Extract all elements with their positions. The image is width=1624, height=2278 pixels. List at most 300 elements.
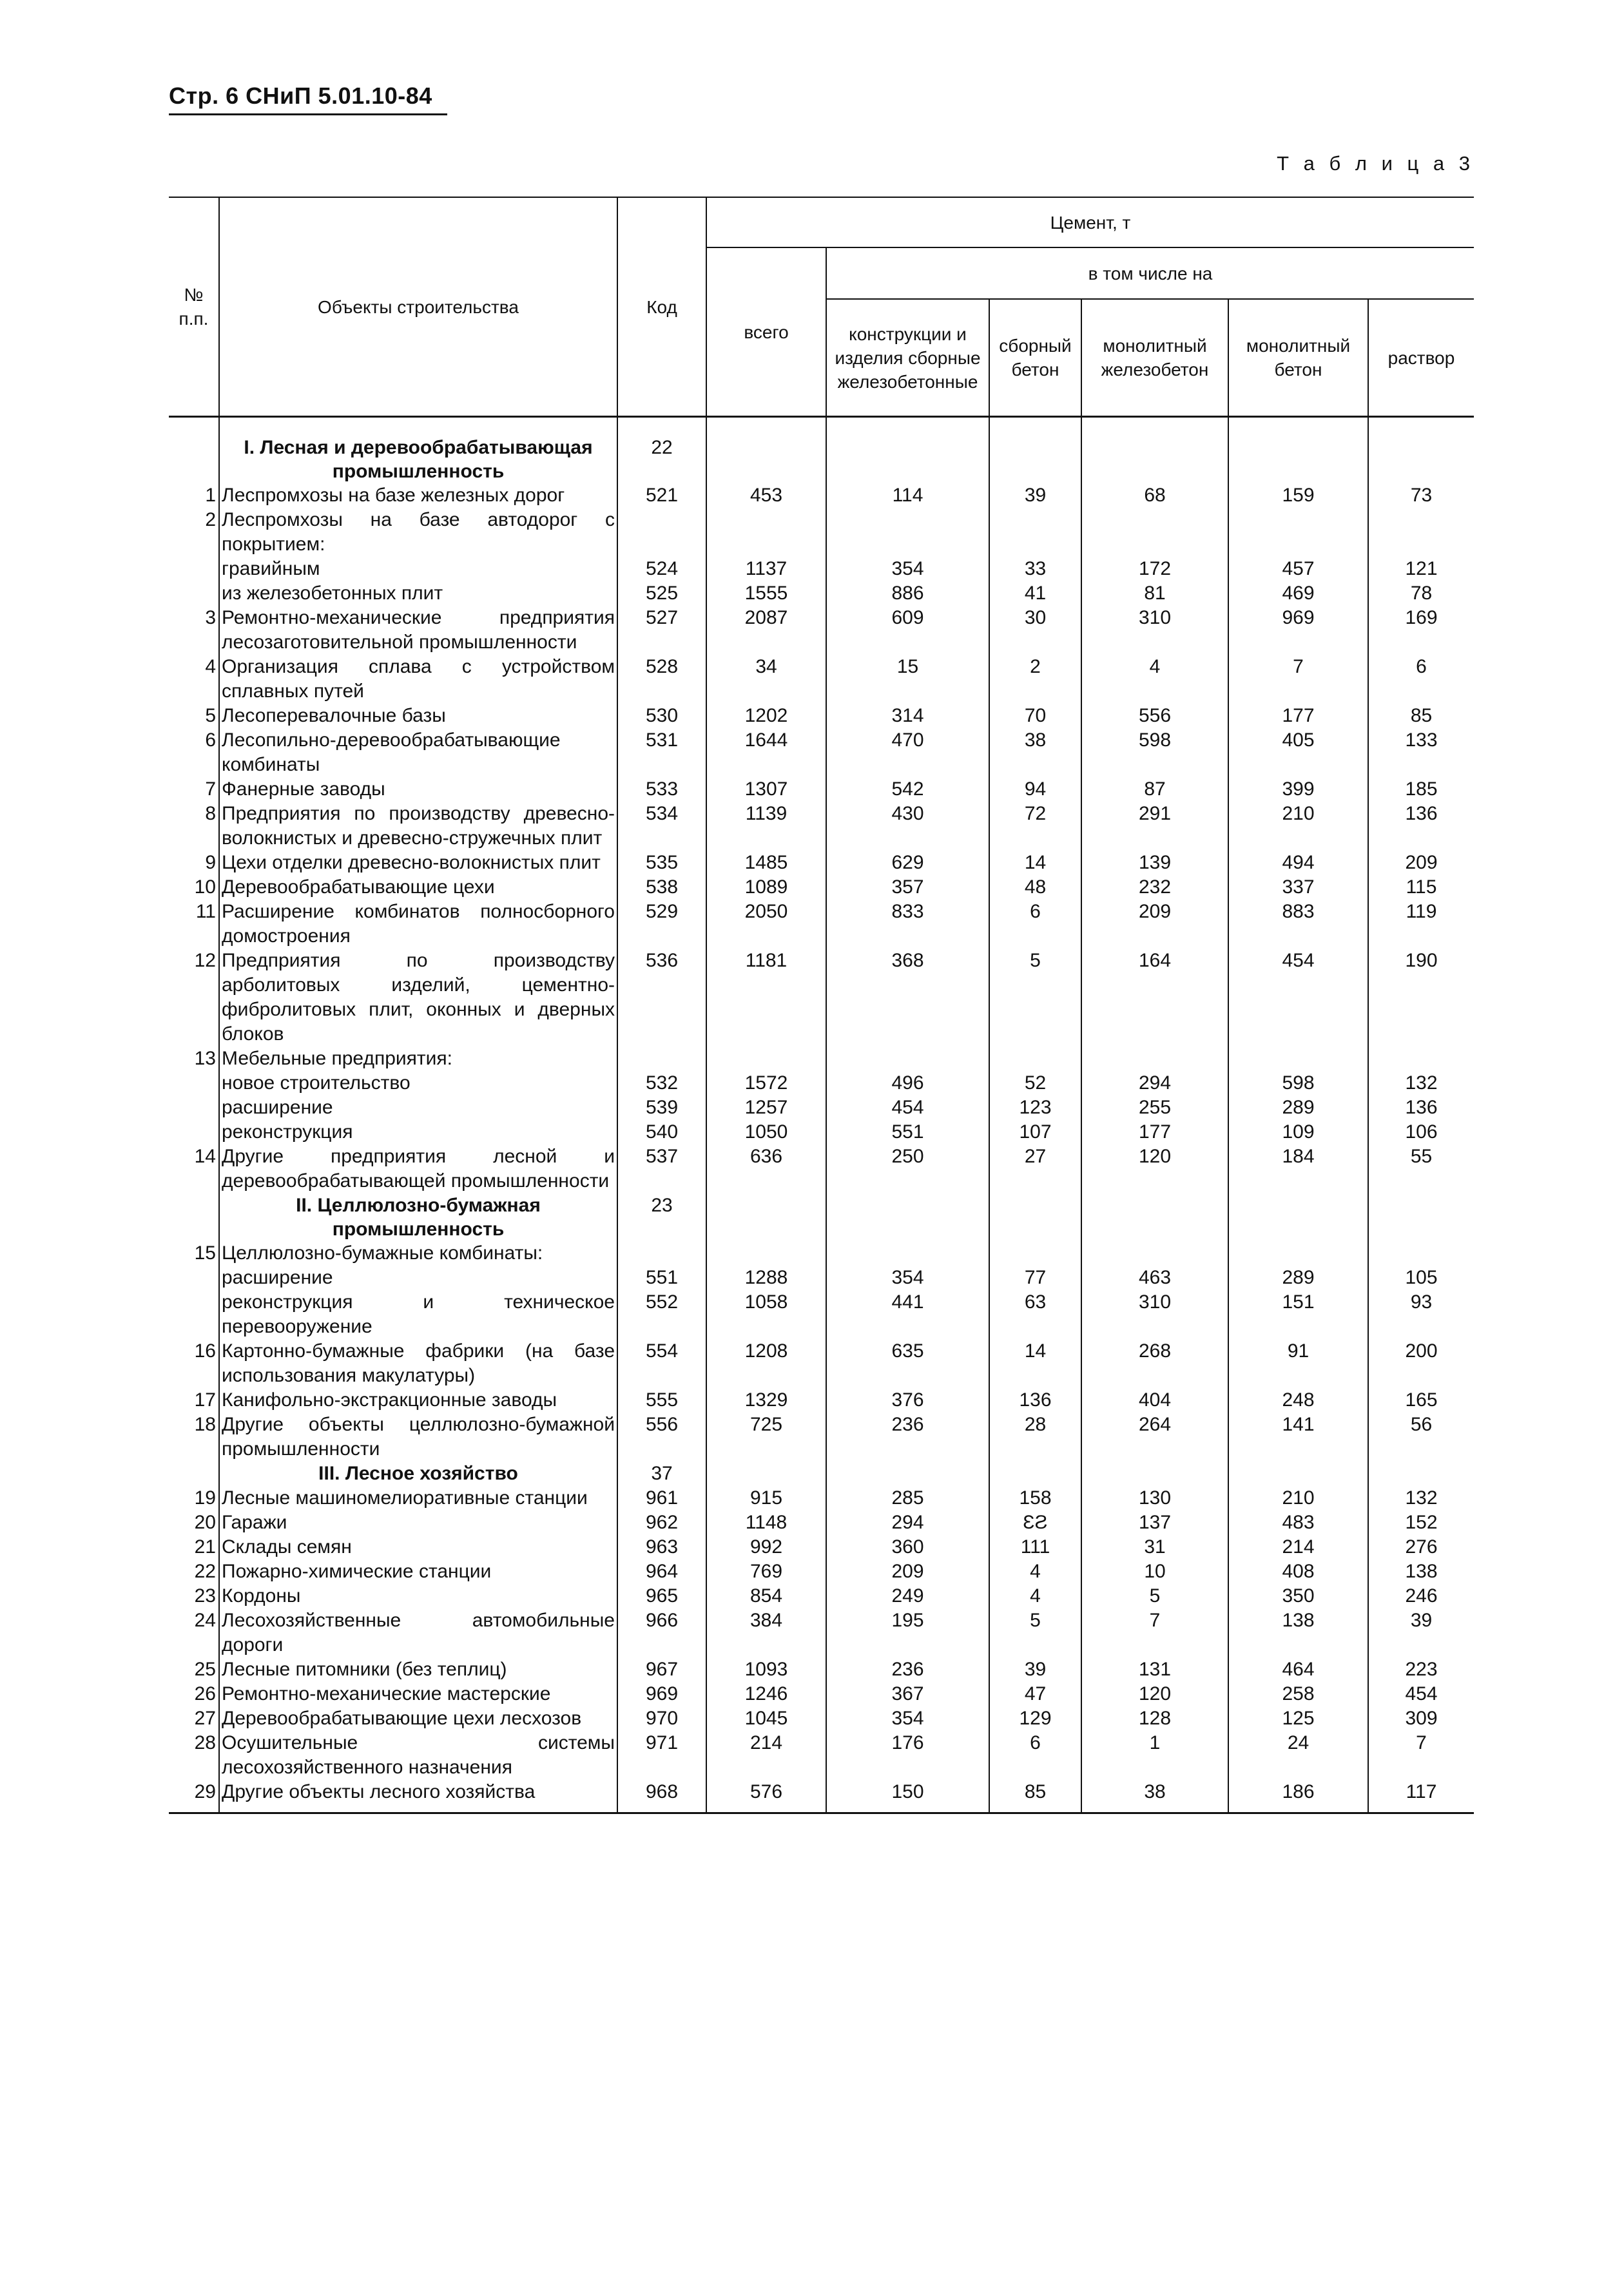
value-cell: 169	[1368, 606, 1474, 655]
code-cell: 966	[617, 1608, 706, 1657]
value-cell: 210	[1228, 802, 1368, 851]
section-title: II. Целлюлозно-бумажная промышленность	[296, 1195, 541, 1240]
value-cell	[1081, 1193, 1228, 1241]
value-cell: 376	[826, 1388, 989, 1413]
value-cell	[706, 1462, 826, 1486]
code-cell: 965	[617, 1584, 706, 1608]
table-row	[169, 1266, 1474, 1290]
value-cell	[826, 508, 989, 557]
row-number: 15	[194, 1242, 216, 1264]
page-header: Стр. 6 СНиП 5.01.10-84	[169, 82, 447, 115]
value-cell: 39	[989, 483, 1081, 508]
value-cell: 291	[1081, 802, 1228, 851]
code-cell: 529	[617, 900, 706, 949]
value-cell: 969	[1228, 606, 1368, 655]
value-cell: 117	[1368, 1780, 1474, 1813]
value-cell: 91	[1228, 1339, 1368, 1388]
value-cell	[706, 1241, 826, 1266]
value-cell: 138	[1228, 1608, 1368, 1657]
value-cell: 214	[706, 1731, 826, 1780]
row-number	[169, 581, 219, 606]
object-name: реконструкция	[219, 1120, 617, 1144]
value-cell: 15	[826, 655, 989, 704]
table-row	[169, 802, 1474, 851]
value-cell: 1148	[706, 1511, 826, 1535]
code-cell: 527	[617, 606, 706, 655]
value-cell: 469	[1228, 581, 1368, 606]
value-cell	[989, 436, 1081, 483]
row-number: 3	[205, 607, 216, 628]
value-cell: 4	[989, 1559, 1081, 1584]
object-name: Расширение комбинатов полносборного домостроения	[219, 900, 617, 949]
col-header-mortar: раствор	[1368, 299, 1474, 417]
row-number: 13	[194, 1048, 216, 1069]
table-row	[169, 1047, 1474, 1071]
object-name: Предприятия по производству арболитовых изделий, цементно-фибролитовых плит, оконных и дверных блоков	[219, 949, 617, 1047]
value-cell: 87	[1081, 777, 1228, 802]
value-cell: 133	[1368, 728, 1474, 777]
code-cell: 538	[617, 875, 706, 900]
table-row	[169, 1706, 1474, 1731]
value-cell: 131	[1081, 1657, 1228, 1682]
value-cell: 354	[826, 557, 989, 581]
value-cell: 5	[989, 949, 1081, 1047]
row-number: 4	[205, 656, 216, 677]
table-row	[169, 1780, 1474, 1813]
value-cell: 177	[1228, 704, 1368, 728]
value-cell: 258	[1228, 1682, 1368, 1706]
value-cell	[1228, 436, 1368, 483]
code-cell: 532	[617, 1071, 706, 1096]
code-cell	[617, 1241, 706, 1266]
value-cell: 136	[989, 1388, 1081, 1413]
row-number: 28	[194, 1732, 216, 1753]
value-cell: 454	[1368, 1682, 1474, 1706]
code-cell: 22	[617, 436, 706, 483]
value-cell: 542	[826, 777, 989, 802]
row-number: 23	[194, 1585, 216, 1607]
object-name: Лесохозяйственные автомобильные дороги	[219, 1608, 617, 1657]
value-cell: 598	[1081, 728, 1228, 777]
value-cell: 1139	[706, 802, 826, 851]
value-cell: 33	[989, 557, 1081, 581]
col-header-prefab-concrete: сборный бетон	[989, 299, 1081, 417]
table-row	[169, 1731, 1474, 1780]
table-row	[169, 1339, 1474, 1388]
object-name: Предприятия по производству древесно-волокнистых и древесно-стружечных плит	[219, 802, 617, 851]
value-cell: 236	[826, 1657, 989, 1682]
value-cell: 7	[1368, 1731, 1474, 1780]
value-cell: 39	[1368, 1608, 1474, 1657]
value-cell: 119	[1368, 900, 1474, 949]
code-cell: 530	[617, 704, 706, 728]
value-cell: 152	[1368, 1511, 1474, 1535]
value-cell	[989, 1462, 1081, 1486]
value-cell: 2050	[706, 900, 826, 949]
section-title: I. Лесная и деревообрабатывающая промышленность	[244, 437, 593, 482]
table-row	[169, 900, 1474, 949]
value-cell: 150	[826, 1780, 989, 1813]
object-name: Лесные питомники (без теплиц)	[219, 1657, 617, 1682]
row-number: 19	[194, 1487, 216, 1509]
value-cell: 354	[826, 1706, 989, 1731]
value-cell: 94	[989, 777, 1081, 802]
value-cell: 41	[989, 581, 1081, 606]
object-name	[219, 1193, 617, 1241]
code-cell: 534	[617, 802, 706, 851]
value-cell: 629	[826, 851, 989, 875]
code-cell: 968	[617, 1780, 706, 1813]
value-cell: 1202	[706, 704, 826, 728]
code-cell: 37	[617, 1462, 706, 1486]
row-number: 20	[194, 1512, 216, 1533]
code-cell: 524	[617, 557, 706, 581]
section-row	[169, 436, 1474, 483]
row-number	[169, 1266, 219, 1290]
value-cell: 576	[706, 1780, 826, 1813]
value-cell: 725	[706, 1413, 826, 1462]
object-name: Картонно-бумажные фабрики (на базе использования макулатуры)	[219, 1339, 617, 1388]
code-cell: 554	[617, 1339, 706, 1388]
object-name: расширение	[219, 1266, 617, 1290]
value-cell: 158	[989, 1486, 1081, 1511]
value-cell: 1288	[706, 1266, 826, 1290]
row-number: 8	[205, 803, 216, 824]
row-number: 9	[205, 852, 216, 873]
table-row	[169, 483, 1474, 508]
value-cell: 47	[989, 1682, 1081, 1706]
row-number: 7	[205, 778, 216, 800]
value-cell: 138	[1368, 1559, 1474, 1584]
table-body	[169, 417, 1474, 1813]
object-name: Ремонтно-механические предприятия лесозаготовительной промышленности	[219, 606, 617, 655]
value-cell: 52	[989, 1071, 1081, 1096]
value-cell: 85	[989, 1780, 1081, 1813]
row-number: 18	[194, 1414, 216, 1435]
value-cell: 289	[1228, 1266, 1368, 1290]
code-cell: 537	[617, 1144, 706, 1193]
value-cell: 357	[826, 875, 989, 900]
col-header-num: № п.п.	[169, 197, 219, 417]
value-cell: 38	[989, 728, 1081, 777]
object-name: Гаражи	[219, 1511, 617, 1535]
row-number	[169, 1193, 219, 1241]
section-row	[169, 1193, 1474, 1241]
value-cell: 121	[1368, 557, 1474, 581]
code-cell: 961	[617, 1486, 706, 1511]
value-cell: 454	[826, 1096, 989, 1120]
value-cell: 430	[826, 802, 989, 851]
object-name: реконструкция и техническое перевооружение	[219, 1290, 617, 1339]
col-header-code: Код	[617, 197, 706, 417]
value-cell: 5	[989, 1608, 1081, 1657]
value-cell: 556	[1081, 704, 1228, 728]
value-cell	[1081, 1241, 1228, 1266]
value-cell	[1081, 436, 1228, 483]
value-cell: ƐƧ	[989, 1511, 1081, 1535]
table-row	[169, 655, 1474, 704]
table-row	[169, 1511, 1474, 1535]
value-cell	[826, 1241, 989, 1266]
value-cell: 1644	[706, 728, 826, 777]
value-cell: 177	[1081, 1120, 1228, 1144]
code-cell: 969	[617, 1682, 706, 1706]
value-cell	[1081, 1462, 1228, 1486]
value-cell: 598	[1228, 1071, 1368, 1096]
code-cell: 971	[617, 1731, 706, 1780]
row-number: 29	[169, 1780, 219, 1813]
value-cell: 1058	[706, 1290, 826, 1339]
value-cell	[1081, 1047, 1228, 1071]
code-cell: 963	[617, 1535, 706, 1559]
value-cell: 404	[1081, 1388, 1228, 1413]
value-cell: 136	[1368, 802, 1474, 851]
value-cell: 354	[826, 1266, 989, 1290]
row-number: 26	[194, 1683, 216, 1704]
value-cell: 106	[1368, 1120, 1474, 1144]
value-cell	[1368, 436, 1474, 483]
value-cell: 769	[706, 1559, 826, 1584]
value-cell	[1368, 508, 1474, 557]
object-name: Другие объекты целлюлозно-бумажной промышленности	[219, 1413, 617, 1462]
object-name: Организация сплава с устройством сплавных путей	[219, 655, 617, 704]
value-cell: 551	[826, 1120, 989, 1144]
object-name: гравийным	[219, 557, 617, 581]
value-cell: 27	[989, 1144, 1081, 1193]
table-row	[169, 1657, 1474, 1682]
value-cell: 165	[1368, 1388, 1474, 1413]
value-cell: 992	[706, 1535, 826, 1559]
object-name: из железобетонных плит	[219, 581, 617, 606]
value-cell: 337	[1228, 875, 1368, 900]
value-cell: 56	[1368, 1413, 1474, 1462]
value-cell: 1257	[706, 1096, 826, 1120]
value-cell: 73	[1368, 483, 1474, 508]
value-cell: 285	[826, 1486, 989, 1511]
value-cell: 68	[1081, 483, 1228, 508]
value-cell: 1329	[706, 1388, 826, 1413]
value-cell: 186	[1228, 1780, 1368, 1813]
value-cell: 125	[1228, 1706, 1368, 1731]
value-cell: 137	[1081, 1511, 1228, 1535]
value-cell: 77	[989, 1266, 1081, 1290]
table-row	[169, 1608, 1474, 1657]
row-number: 10	[194, 876, 216, 898]
code-cell: 531	[617, 728, 706, 777]
value-cell: 63	[989, 1290, 1081, 1339]
value-cell: 30	[989, 606, 1081, 655]
value-cell: 5	[1081, 1584, 1228, 1608]
table-row	[169, 1486, 1474, 1511]
row-number: 14	[194, 1146, 216, 1167]
object-name: Другие предприятия лесной и деревообрабатывающей промышленности	[219, 1144, 617, 1193]
value-cell	[1228, 508, 1368, 557]
value-cell: 120	[1081, 1144, 1228, 1193]
value-cell: 14	[989, 1339, 1081, 1388]
row-number	[169, 1462, 219, 1486]
value-cell: 255	[1081, 1096, 1228, 1120]
value-cell	[1228, 1047, 1368, 1071]
table-row	[169, 1559, 1474, 1584]
table-row	[169, 1071, 1474, 1096]
value-cell	[1228, 1193, 1368, 1241]
value-cell: 209	[1081, 900, 1228, 949]
value-cell: 367	[826, 1682, 989, 1706]
value-cell: 4	[1081, 655, 1228, 704]
object-name	[219, 1462, 617, 1486]
row-number	[169, 1290, 219, 1339]
value-cell: 314	[826, 704, 989, 728]
value-cell: 111	[989, 1535, 1081, 1559]
value-cell: 1093	[706, 1657, 826, 1682]
object-name: Деревообрабатывающие цехи	[219, 875, 617, 900]
value-cell: 483	[1228, 1511, 1368, 1535]
code-cell: 967	[617, 1657, 706, 1682]
value-cell: 195	[826, 1608, 989, 1657]
row-number: 5	[205, 705, 216, 726]
value-cell: 294	[826, 1511, 989, 1535]
value-cell: 1208	[706, 1339, 826, 1388]
value-cell	[706, 436, 826, 483]
value-cell: 470	[826, 728, 989, 777]
row-number	[169, 1120, 219, 1144]
value-cell: 130	[1081, 1486, 1228, 1511]
code-cell: 521	[617, 483, 706, 508]
code-cell: 552	[617, 1290, 706, 1339]
value-cell: 6	[989, 1731, 1081, 1780]
value-cell: 609	[826, 606, 989, 655]
row-number: 16	[194, 1340, 216, 1362]
code-cell: 535	[617, 851, 706, 875]
value-cell: 1572	[706, 1071, 826, 1096]
row-number: 25	[194, 1659, 216, 1680]
value-cell: 246	[1368, 1584, 1474, 1608]
code-cell: 539	[617, 1096, 706, 1120]
value-cell: 441	[826, 1290, 989, 1339]
value-cell: 276	[1368, 1535, 1474, 1559]
table-row	[169, 777, 1474, 802]
value-cell: 1181	[706, 949, 826, 1047]
section-row	[169, 1462, 1474, 1486]
value-cell: 1089	[706, 875, 826, 900]
value-cell: 232	[1081, 875, 1228, 900]
value-cell: 210	[1228, 1486, 1368, 1511]
code-cell	[617, 508, 706, 557]
value-cell	[826, 1462, 989, 1486]
table-row	[169, 1096, 1474, 1120]
row-number: 22	[194, 1561, 216, 1582]
row-number: 27	[194, 1708, 216, 1729]
code-cell: 556	[617, 1413, 706, 1462]
object-name: Цехи отделки древесно-волокнистых плит	[219, 851, 617, 875]
object-name: Целлюлозно-бумажные комбинаты:	[219, 1241, 617, 1266]
value-cell: 114	[826, 483, 989, 508]
table-row	[169, 557, 1474, 581]
value-cell	[1368, 1241, 1474, 1266]
col-header-total: всего	[706, 247, 826, 417]
value-cell: 39	[989, 1657, 1081, 1682]
value-cell: 123	[989, 1096, 1081, 1120]
value-cell: 236	[826, 1413, 989, 1462]
code-cell: 525	[617, 581, 706, 606]
row-number: 24	[194, 1610, 216, 1631]
value-cell: 1246	[706, 1682, 826, 1706]
value-cell: 72	[989, 802, 1081, 851]
value-cell	[989, 1193, 1081, 1241]
code-cell: 23	[617, 1193, 706, 1241]
value-cell: 132	[1368, 1071, 1474, 1096]
value-cell	[1228, 1462, 1368, 1486]
value-cell: 31	[1081, 1535, 1228, 1559]
object-name: Деревообрабатывающие цехи лесхозов	[219, 1706, 617, 1731]
value-cell: 496	[826, 1071, 989, 1096]
code-cell: 540	[617, 1120, 706, 1144]
value-cell: 151	[1228, 1290, 1368, 1339]
code-cell: 962	[617, 1511, 706, 1535]
value-cell: 6	[1368, 655, 1474, 704]
row-number	[169, 1071, 219, 1096]
value-cell: 2087	[706, 606, 826, 655]
table-row	[169, 508, 1474, 557]
value-cell	[1368, 1193, 1474, 1241]
object-name: Лесоперевалочные базы	[219, 704, 617, 728]
value-cell: 107	[989, 1120, 1081, 1144]
table-row	[169, 1388, 1474, 1413]
value-cell: 833	[826, 900, 989, 949]
object-name: Лесные машиномелиоративные станции	[219, 1486, 617, 1511]
value-cell: 85	[1368, 704, 1474, 728]
value-cell: 7	[1228, 655, 1368, 704]
value-cell: 454	[1228, 949, 1368, 1047]
col-header-object: Объекты строительства	[219, 197, 617, 417]
row-number: 17	[194, 1389, 216, 1411]
value-cell: 172	[1081, 557, 1228, 581]
code-cell: 533	[617, 777, 706, 802]
value-cell: 28	[989, 1413, 1081, 1462]
value-cell: 115	[1368, 875, 1474, 900]
object-name: Ремонтно-механические мастерские	[219, 1682, 617, 1706]
code-cell: 528	[617, 655, 706, 704]
section-title: III. Лесное хозяйство	[318, 1463, 518, 1484]
table-row	[169, 949, 1474, 1047]
value-cell: 453	[706, 483, 826, 508]
value-cell: 350	[1228, 1584, 1368, 1608]
code-cell: 551	[617, 1266, 706, 1290]
value-cell: 264	[1081, 1413, 1228, 1462]
value-cell: 1045	[706, 1706, 826, 1731]
value-cell	[826, 1047, 989, 1071]
col-header-precast: конструкции и изделия сборные железобетонные	[826, 299, 989, 417]
value-cell: 310	[1081, 606, 1228, 655]
value-cell: 55	[1368, 1144, 1474, 1193]
code-cell: 970	[617, 1706, 706, 1731]
value-cell: 886	[826, 581, 989, 606]
value-cell: 289	[1228, 1096, 1368, 1120]
value-cell: 405	[1228, 728, 1368, 777]
value-cell: 128	[1081, 1706, 1228, 1731]
cement-table	[169, 197, 1474, 1814]
row-number: 11	[195, 901, 216, 922]
value-cell: 408	[1228, 1559, 1368, 1584]
value-cell: 1	[1081, 1731, 1228, 1780]
value-cell: 159	[1228, 483, 1368, 508]
code-cell	[617, 1047, 706, 1071]
object-name: Мебельные предприятия:	[219, 1047, 617, 1071]
value-cell: 915	[706, 1486, 826, 1511]
value-cell	[826, 1193, 989, 1241]
row-number	[169, 1096, 219, 1120]
value-cell: 268	[1081, 1339, 1228, 1388]
